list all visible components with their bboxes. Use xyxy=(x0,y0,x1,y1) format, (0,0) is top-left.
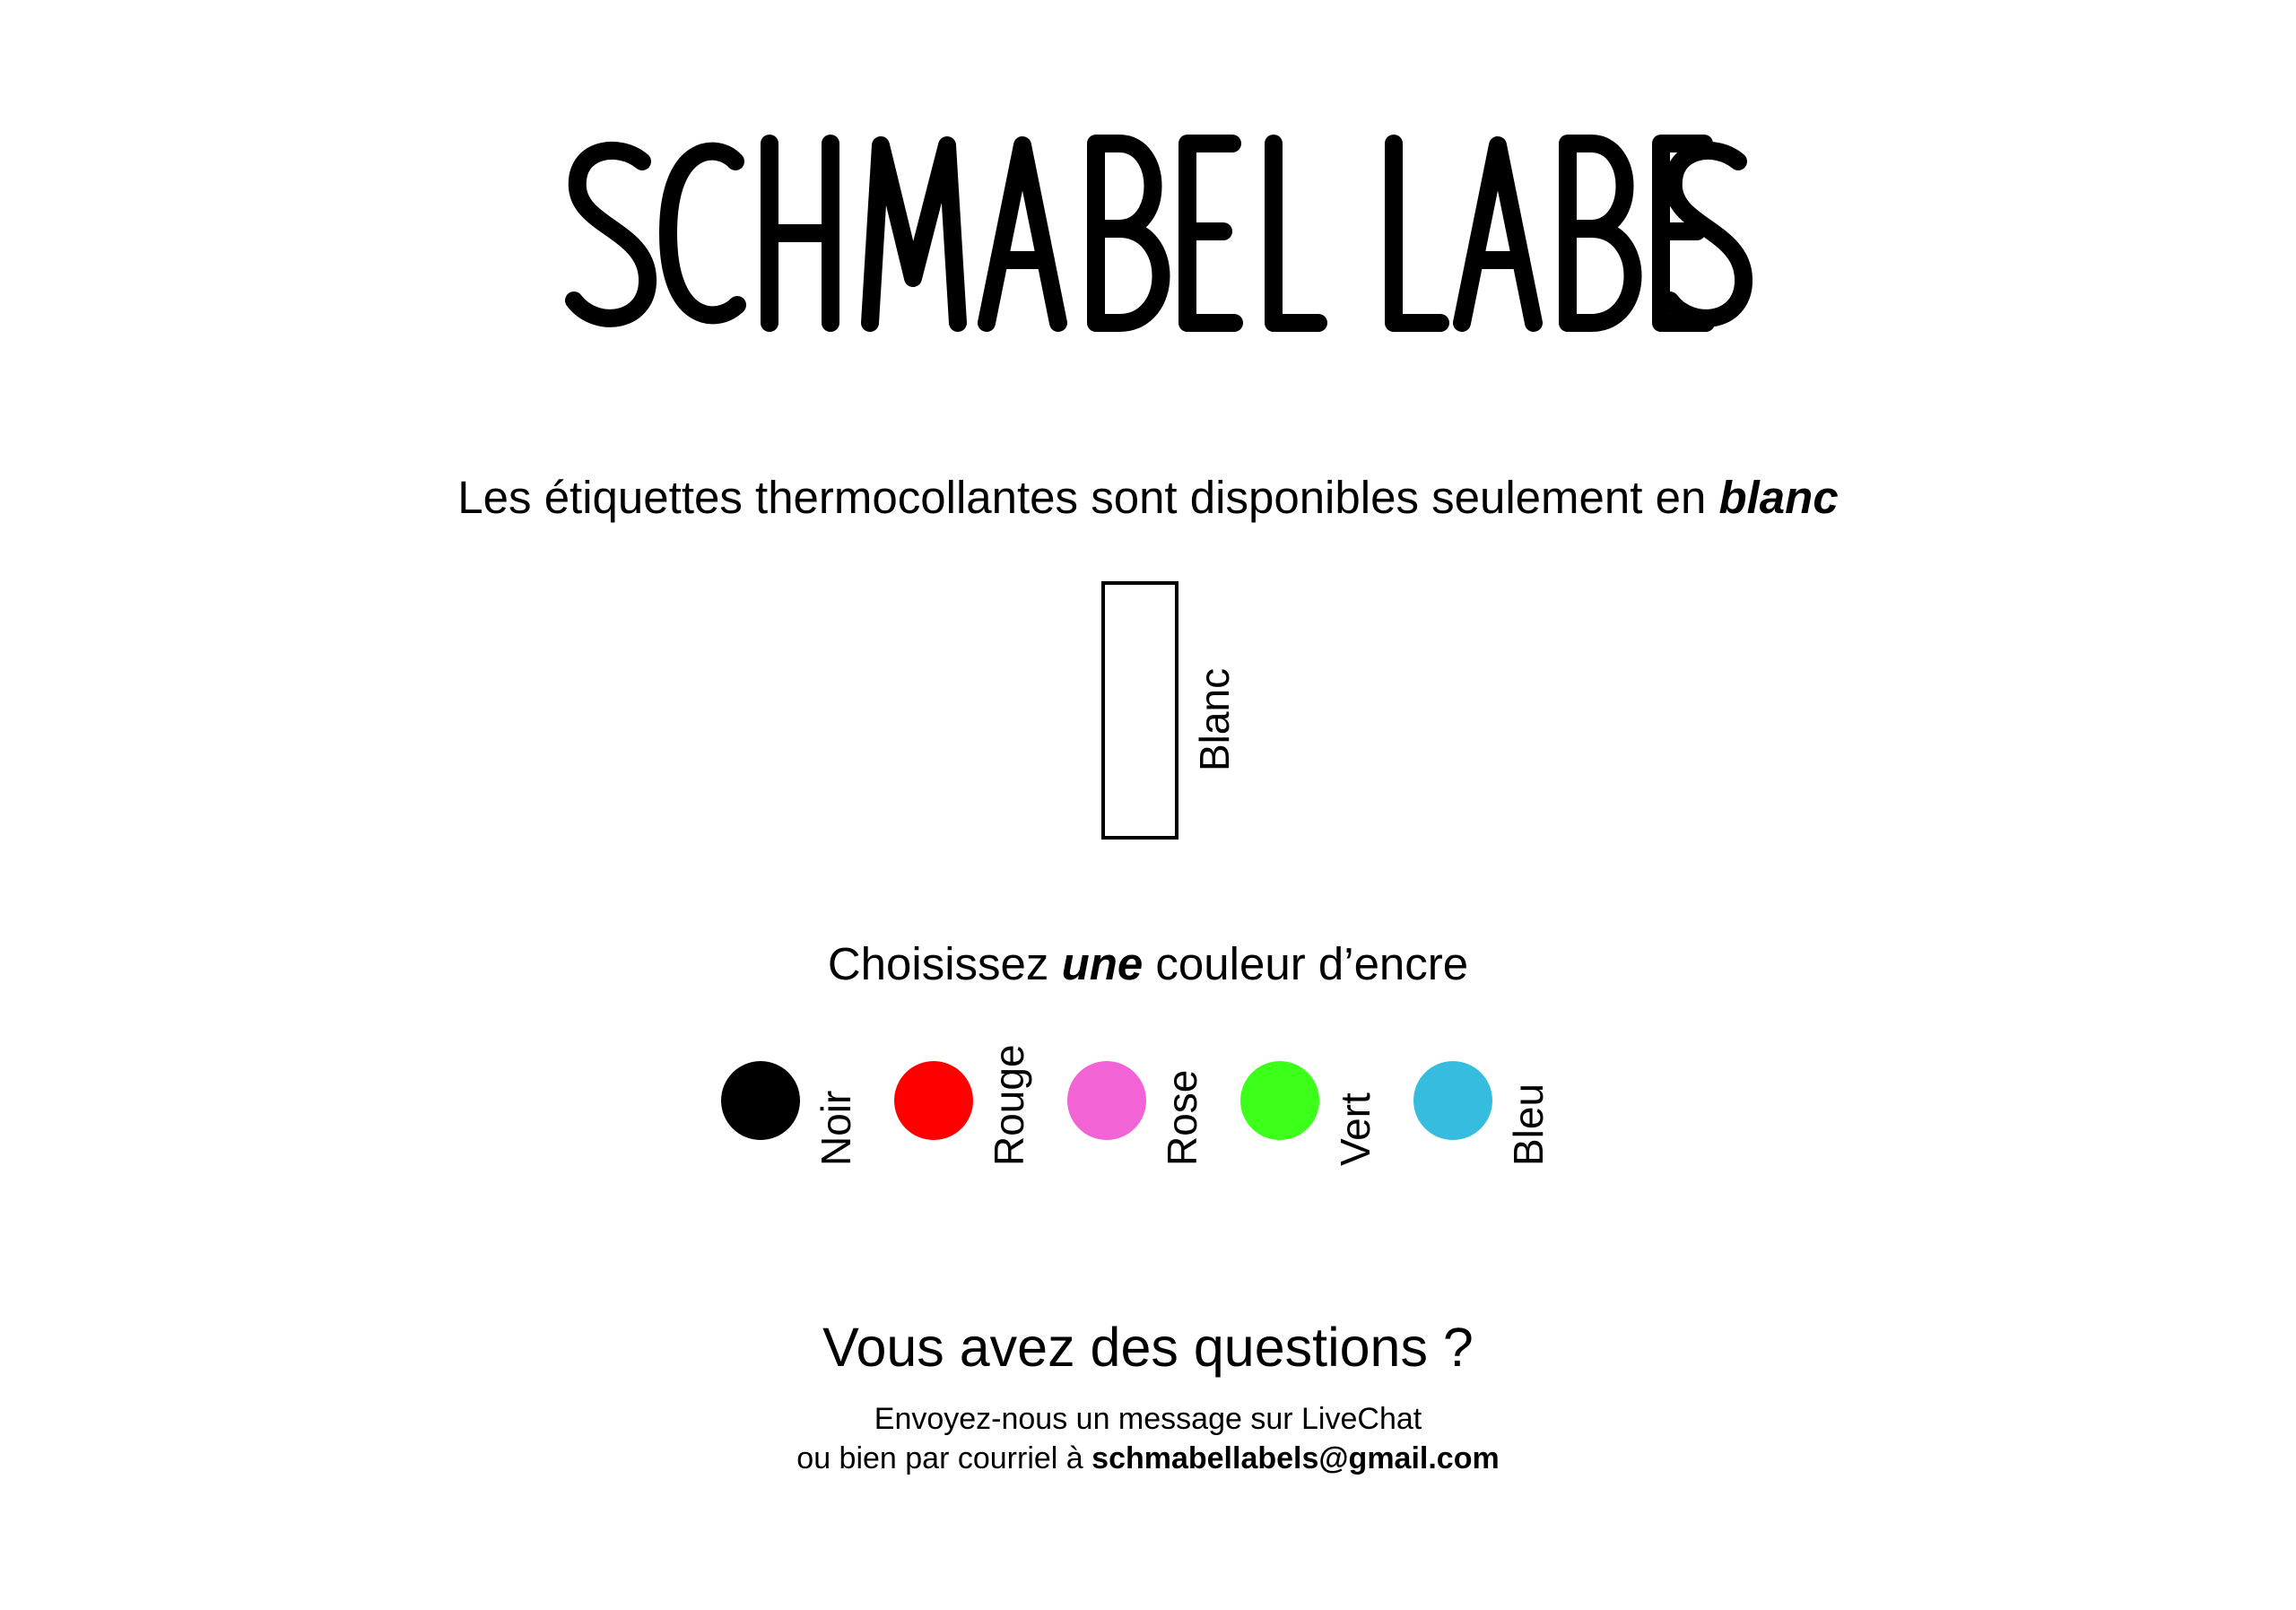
intro-emphasis: blanc xyxy=(1718,472,1839,523)
contact-email-prefix: ou bien par courriel à xyxy=(796,1441,1092,1475)
ink-swatch-rouge[interactable] xyxy=(894,1061,973,1140)
contact-email[interactable]: schmabellabels@gmail.com xyxy=(1091,1441,1500,1475)
label-sample-swatch xyxy=(1101,581,1178,840)
intro-sentence: Les étiquettes thermocollantes sont disponibles seulement en xyxy=(457,472,1719,523)
intro-text xyxy=(0,466,2296,529)
brand-logo-wordmark xyxy=(565,126,1731,341)
ink-swatch-label: Vert xyxy=(1332,1092,1378,1166)
ink-prompt xyxy=(0,933,2296,996)
ink-swatch-noir[interactable] xyxy=(721,1061,800,1140)
ink-swatch-label: Noir xyxy=(813,1090,859,1166)
ink-prompt-emphasis: une xyxy=(1061,938,1144,989)
ink-swatch-label: Rouge xyxy=(986,1044,1032,1166)
ink-swatch-vert[interactable] xyxy=(1240,1061,1319,1140)
brand-logo-tail-svg xyxy=(1661,126,1769,341)
questions-heading: Vous avez des questions ? xyxy=(822,1317,1474,1378)
ink-swatch-rose[interactable] xyxy=(1067,1061,1146,1140)
ink-prompt-before: Choisissez xyxy=(827,938,1062,989)
ink-swatch-label: Bleu xyxy=(1505,1083,1552,1166)
ink-swatch-label: Rose xyxy=(1159,1069,1205,1166)
label-sample-name: Blanc xyxy=(1191,667,1238,771)
contact-email-line xyxy=(0,1439,2296,1478)
ink-prompt-after: couleur d’encre xyxy=(1143,938,1469,989)
brand-logo-tail xyxy=(1661,126,1769,377)
contact-livechat-line: Envoyez-nous un message sur LiveChat xyxy=(874,1402,1422,1436)
ink-swatch-bleu[interactable] xyxy=(1413,1061,1492,1140)
brand-logo xyxy=(0,126,2296,377)
